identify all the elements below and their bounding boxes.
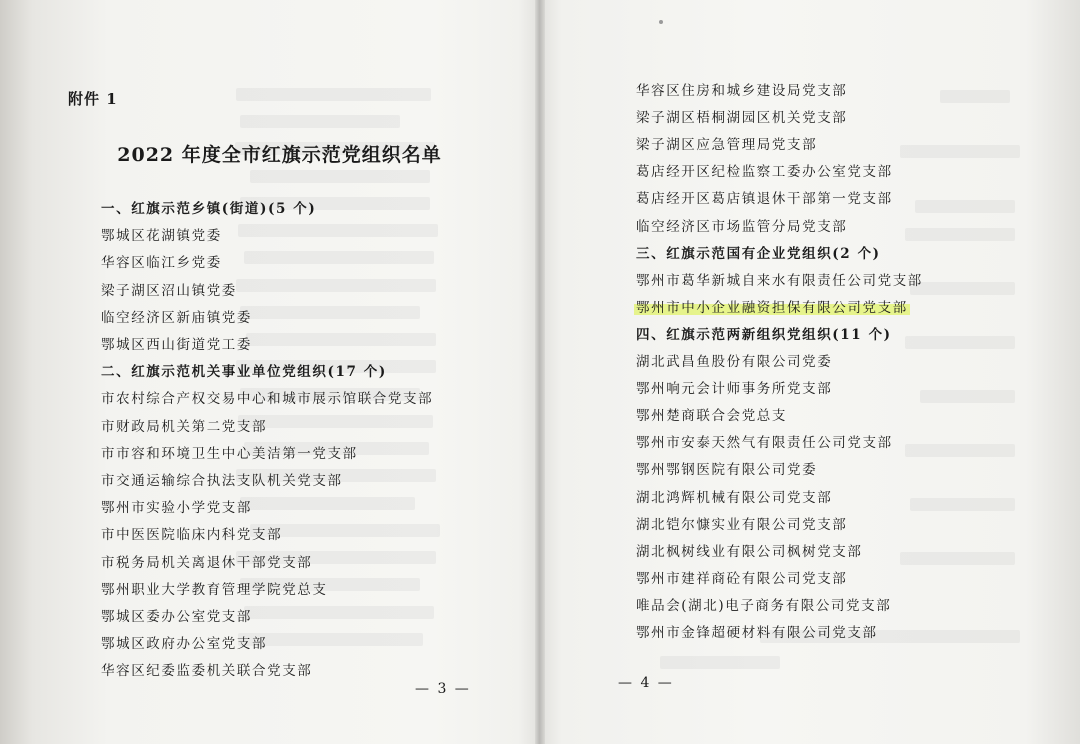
item-text: 鄂城区花湖镇党委 [101,228,222,245]
item-text: 鄂州市实验小学党支部 [101,500,252,517]
item-text: 市中医医院临床内科党支部 [101,527,283,544]
punch-dot [659,20,663,24]
item-text: 市交通运输综合执法支队机关党支部 [101,473,343,489]
item-text: 三、红旗示范国有企业党组织(2 个) [636,245,881,262]
item-text: 临空经济区市场监管分局党支部 [636,218,848,235]
item-text: 鄂城区委办公室党支部 [101,609,252,625]
item-text: 鄂州响元会计师事务所党支部 [636,381,833,398]
item-text: 市税务局机关离退休干部党支部 [101,554,313,571]
item-text: 葛店经开区葛店镇退休干部第一党支部 [636,191,893,208]
list-item [636,82,847,100]
highlighted-item-text: 鄂州市中小企业融资担保有限公司党支部 [636,299,908,316]
section-heading [636,326,892,344]
list-item [101,390,433,408]
list-item [101,282,237,300]
item-text: 湖北枫树线业有限公司枫树党支部 [636,543,863,560]
list-item [636,109,847,127]
item-text: 鄂州市安泰天然气有限责任公司党支部 [636,435,893,452]
item-text: 梁子湖区梧桐湖园区机关党支部 [636,110,848,127]
item-text: 唯品会(湖北)电子商务有限公司党支部 [636,597,892,614]
page-number-left: — 3 — [415,681,471,697]
list-item [101,581,328,599]
section-heading [101,363,387,381]
item-text: 梁子湖区应急管理局党支部 [636,137,818,154]
list-item [101,635,267,653]
list-item [636,299,910,317]
list-item [101,336,252,354]
list-item [636,407,787,425]
item-text: 鄂州市建祥商砼有限公司党支部 [636,570,848,587]
item-text: 鄂州市葛华新城自来水有限责任公司党支部 [636,272,923,289]
list-item [636,597,891,615]
section-heading [636,245,881,263]
item-text: 鄂城区西山街道党工委 [101,337,252,353]
document-title: 2022 年度全市红旗示范党组织名单 [117,144,442,166]
list-item [636,380,832,398]
list-item [101,254,222,272]
list-item [101,499,252,517]
item-text: 二、红旗示范机关事业单位党组织(17 个) [101,364,387,381]
item-text: 鄂城区政府办公室党支部 [101,636,268,653]
list-item [636,570,847,588]
section-heading [101,200,316,218]
book-gutter [535,0,545,744]
item-text: 市财政局机关第二党支部 [101,418,268,435]
list-item [636,516,847,534]
list-item [636,461,817,479]
list-item [101,526,282,544]
list-item [636,190,893,208]
item-text: 鄂州鄂钢医院有限公司党委 [636,462,818,479]
page-number-right: — 4 — [618,675,674,691]
list-item [101,608,252,626]
item-text: 临空经济区新庙镇党委 [101,309,252,326]
list-item [636,489,832,507]
item-text: 市市容和环境卫生中心美洁第一党支部 [101,445,358,462]
list-item [101,445,358,463]
item-text: 湖北武昌鱼股份有限公司党委 [636,354,833,370]
list-item [636,353,832,371]
list-item [101,309,252,327]
list-item [636,136,817,154]
list-item [636,163,893,181]
item-text: 鄂州市金锋超硬材料有限公司党支部 [636,625,878,641]
item-text: 葛店经开区纪检监察工委办公室党支部 [636,164,893,181]
item-text: 华容区纪委监委机关联合党支部 [101,663,313,680]
list-item [636,218,847,236]
list-item [636,434,893,452]
list-item [636,272,923,290]
item-text: 鄂州职业大学教育管理学院党总支 [101,581,328,598]
item-text: 市农村综合产权交易中心和城市展示馆联合党支部 [101,391,434,408]
item-text: 梁子湖区沼山镇党委 [101,282,237,299]
item-text: 四、红旗示范两新组织党组织(11 个) [636,326,892,343]
item-text: 湖北鸿辉机械有限公司党支部 [636,489,833,506]
list-item [101,662,312,680]
item-text: 湖北铠尔慷实业有限公司党支部 [636,516,848,533]
list-item [101,227,222,245]
item-text: 华容区临江乡党委 [101,255,222,272]
item-text: 一、红旗示范乡镇(街道)(5 个) [101,201,317,217]
list-item [101,418,267,436]
list-item [101,472,343,490]
list-item [636,624,878,642]
attachment-label: 附件 1 [68,90,118,108]
item-text: 华容区住房和城乡建设局党支部 [636,83,848,99]
list-item [101,554,312,572]
list-item [636,543,863,561]
item-text: 鄂州楚商联合会党总支 [636,408,787,425]
